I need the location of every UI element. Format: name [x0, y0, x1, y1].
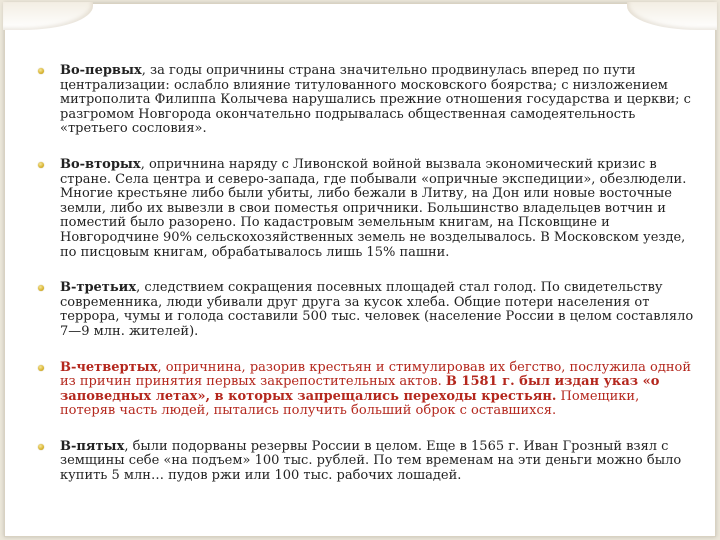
list-item [35, 281, 695, 339]
bullet-dot-icon [38, 365, 44, 371]
item-text: , следствием сокращения посевных площадей стал голод. По свидетельству современника, люди убивали друг друга за кусок хлеба. Общие потери населения от террора, чумы и голода составили 500 тыс. человек (население России в целом составляло 7—9 млн. жителей). [60, 280, 694, 339]
item-lead: Во-вторых [60, 156, 141, 172]
bullet-dot-icon [38, 444, 44, 450]
item-text: , опричнина, разорив крестьян и стимулировав их бегство, послужила одной из причин принятия первых закрепостительных актов. [60, 359, 691, 390]
list-item [35, 361, 695, 419]
page-corner-right-decoration [627, 2, 717, 30]
bullet-dot-icon [38, 285, 44, 291]
item-text-end: Помещики, потеряв часть людей, пытались получить больший оброк с оставшихся. [60, 388, 640, 419]
item-text: , были подорваны резервы России в целом. Еще в 1565 г. Иван Грозный взял с земщины себе «на подъем» 100 тыс. рублей. По тем временам на эти деньги можно было купить 5 млн… пудов ржи или 100 тыс. рабочих лошадей. [60, 438, 682, 484]
list-item [35, 440, 695, 484]
item-highlight-text: В 1581 г. был издан указ «о заповедных летах», в которых запрещались переходы крестьян. [60, 374, 660, 404]
item-text: , опричнина наряду с Ливонской войной вызвала экономический кризис в стране. Села центра и северо-запада, где побывали «опричные экспедиции», обезлюдели. Многие крестьяне либо были убиты, либо бежали в Литву, на Дон или новые восточные земли, либо их вывезли в свои поместья опричники. Большинство владельцев вотчин и поместий было разорено. По кадастровым земельным книгам, на Псковщине и Новгородчине 90% сельскохозяйственных земель не возделывалось. В Московском уезде, по писцовым книгам, обрабатывалось лишь 15% пашни. [60, 156, 687, 260]
list-item [35, 158, 695, 260]
item-lead: В-четвертых [60, 359, 158, 375]
slide [4, 3, 716, 537]
item-lead: Во-первых [60, 63, 142, 78]
list-item [35, 64, 695, 137]
item-lead: В-третьих [60, 280, 137, 296]
page-corner-left-decoration [3, 2, 93, 30]
bullet-dot-icon [38, 162, 44, 168]
item-lead: В-пятых [60, 438, 125, 454]
item-text: , за годы опричнины страна значительно продвинулась вперед по пути централизации: ослабло влияние титулованного московского боярства; с низложением митрополита Филиппа Колычева нарушались прежние отношения государства и церкви; с разгромом Новгорода окончательно подрывалась общественная самодеятельность «третьего сословия». [60, 63, 691, 137]
bullet-list [35, 64, 695, 484]
bullet-dot-icon [38, 68, 44, 74]
